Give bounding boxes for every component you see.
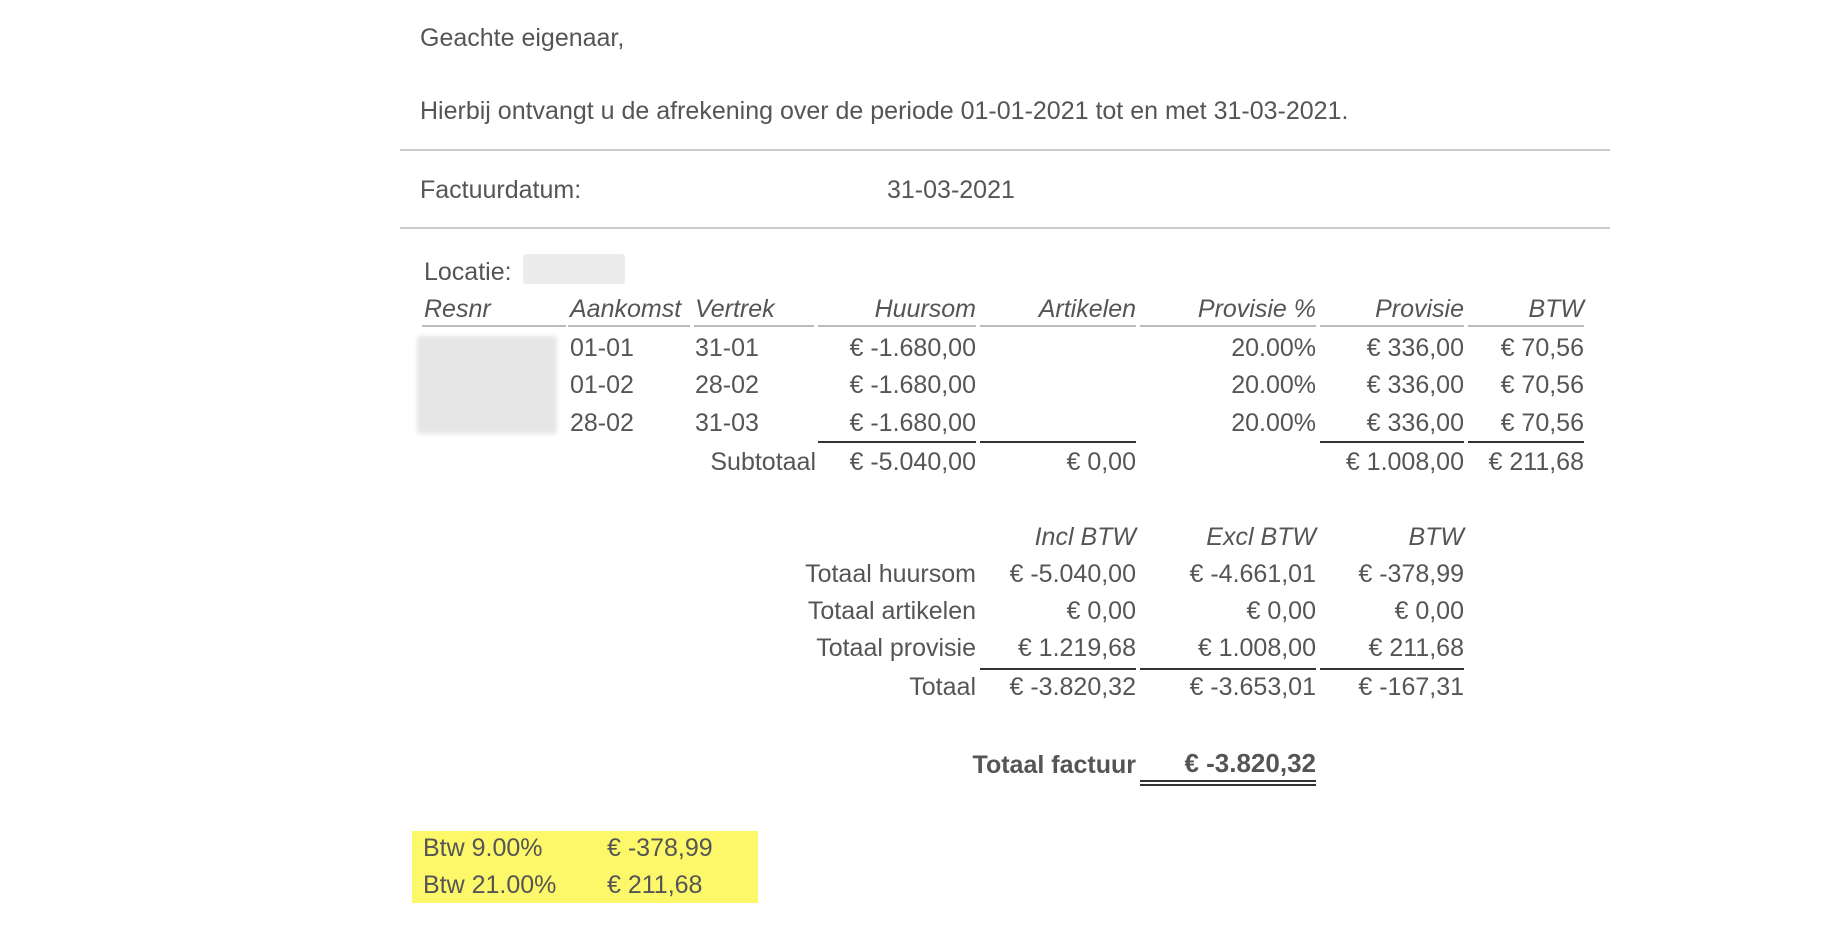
- cell-provisie-pct: 20.00%: [1231, 371, 1316, 399]
- col-header-vertrek: Vertrek: [695, 295, 775, 323]
- vat-rate: Btw 9.00%: [423, 834, 543, 862]
- summary-header-incl: Incl BTW: [1034, 523, 1136, 551]
- redacted-reservation-number: [417, 336, 557, 434]
- cell-aankomst: 01-02: [570, 371, 634, 399]
- greeting: Geachte eigenaar,: [420, 24, 625, 52]
- subtotal-provisie: € 1.008,00: [1345, 448, 1464, 476]
- cell-aankomst: 01-01: [570, 334, 634, 362]
- subtotal-rule: [1320, 441, 1464, 443]
- col-header-provisie-pct: Provisie %: [1197, 295, 1316, 323]
- cell-vertrek: 31-01: [695, 334, 759, 362]
- header-rule: [568, 325, 690, 327]
- col-header-artikelen: Artikelen: [1038, 295, 1136, 323]
- location-label: Locatie:: [424, 258, 512, 286]
- summary-excl: € -4.661,01: [1189, 560, 1316, 588]
- col-header-provisie: Provisie: [1375, 295, 1464, 323]
- col-header-resnr: Resnr: [424, 295, 491, 323]
- subtotal-artikelen: € 0,00: [1066, 448, 1136, 476]
- cell-provisie-pct: 20.00%: [1231, 334, 1316, 362]
- cell-btw: € 70,56: [1500, 409, 1584, 437]
- col-header-btw: BTW: [1528, 295, 1584, 323]
- summary-total-excl: € -3.653,01: [1189, 673, 1316, 701]
- summary-label: Totaal provisie: [816, 634, 976, 662]
- redacted-location: [523, 254, 625, 284]
- vat-amount: € -378,99: [607, 834, 713, 862]
- cell-aankomst: 28-02: [570, 409, 634, 437]
- intro-text: Hierbij ontvangt u de afrekening over de periode 01-01-2021 tot en met 31-03-2021.: [420, 97, 1349, 125]
- cell-provisie-pct: 20.00%: [1231, 409, 1316, 437]
- cell-btw: € 70,56: [1500, 334, 1584, 362]
- cell-btw: € 70,56: [1500, 371, 1584, 399]
- cell-vertrek: 31-03: [695, 409, 759, 437]
- invoice-date-value: 31-03-2021: [887, 176, 1015, 204]
- cell-provisie: € 336,00: [1366, 371, 1464, 399]
- summary-total-incl: € -3.820,32: [1009, 673, 1136, 701]
- vat-amount: € 211,68: [607, 871, 703, 899]
- divider: [400, 149, 1610, 151]
- subtotal-btw: € 211,68: [1488, 448, 1584, 476]
- header-rule: [818, 325, 976, 327]
- header-rule: [422, 325, 566, 327]
- grand-total-label: Totaal factuur: [972, 751, 1136, 779]
- invoice-date-label: Factuurdatum:: [420, 176, 582, 204]
- total-rule: [980, 668, 1136, 670]
- summary-header-excl: Excl BTW: [1206, 523, 1316, 551]
- grand-total-value: € -3.820,32: [1184, 748, 1316, 778]
- col-header-aankomst: Aankomst: [570, 295, 682, 323]
- col-header-huursom: Huursom: [874, 295, 976, 323]
- cell-vertrek: 28-02: [695, 371, 759, 399]
- divider: [400, 227, 1610, 229]
- subtotal-huursom: € -5.040,00: [849, 448, 976, 476]
- summary-total-btw: € -167,31: [1358, 673, 1464, 701]
- cell-huursom: € -1.680,00: [849, 371, 976, 399]
- summary-btw: € 211,68: [1368, 634, 1464, 662]
- subtotal-label: Subtotaal: [710, 448, 816, 476]
- total-rule: [1320, 668, 1464, 670]
- cell-provisie: € 336,00: [1366, 409, 1464, 437]
- summary-header-btw: BTW: [1408, 523, 1464, 551]
- summary-label: Totaal huursom: [805, 560, 976, 588]
- subtotal-rule: [818, 441, 976, 443]
- header-rule: [980, 325, 1136, 327]
- subtotal-rule: [980, 441, 1136, 443]
- summary-btw: € -378,99: [1358, 560, 1464, 588]
- header-rule: [1140, 325, 1316, 327]
- summary-label: Totaal artikelen: [807, 597, 976, 625]
- grand-total-double-rule: [1140, 780, 1316, 786]
- vat-rate: Btw 21.00%: [423, 871, 557, 899]
- summary-btw: € 0,00: [1394, 597, 1464, 625]
- summary-incl: € 0,00: [1066, 597, 1136, 625]
- summary-total-label: Totaal: [909, 673, 976, 701]
- summary-excl: € 1.008,00: [1197, 634, 1316, 662]
- header-rule: [694, 325, 814, 327]
- summary-excl: € 0,00: [1246, 597, 1316, 625]
- cell-huursom: € -1.680,00: [849, 334, 976, 362]
- total-rule: [1140, 668, 1316, 670]
- cell-provisie: € 336,00: [1366, 334, 1464, 362]
- summary-incl: € -5.040,00: [1009, 560, 1136, 588]
- header-rule: [1468, 325, 1584, 327]
- subtotal-rule: [1468, 441, 1584, 443]
- summary-incl: € 1.219,68: [1017, 634, 1136, 662]
- header-rule: [1320, 325, 1464, 327]
- cell-huursom: € -1.680,00: [849, 409, 976, 437]
